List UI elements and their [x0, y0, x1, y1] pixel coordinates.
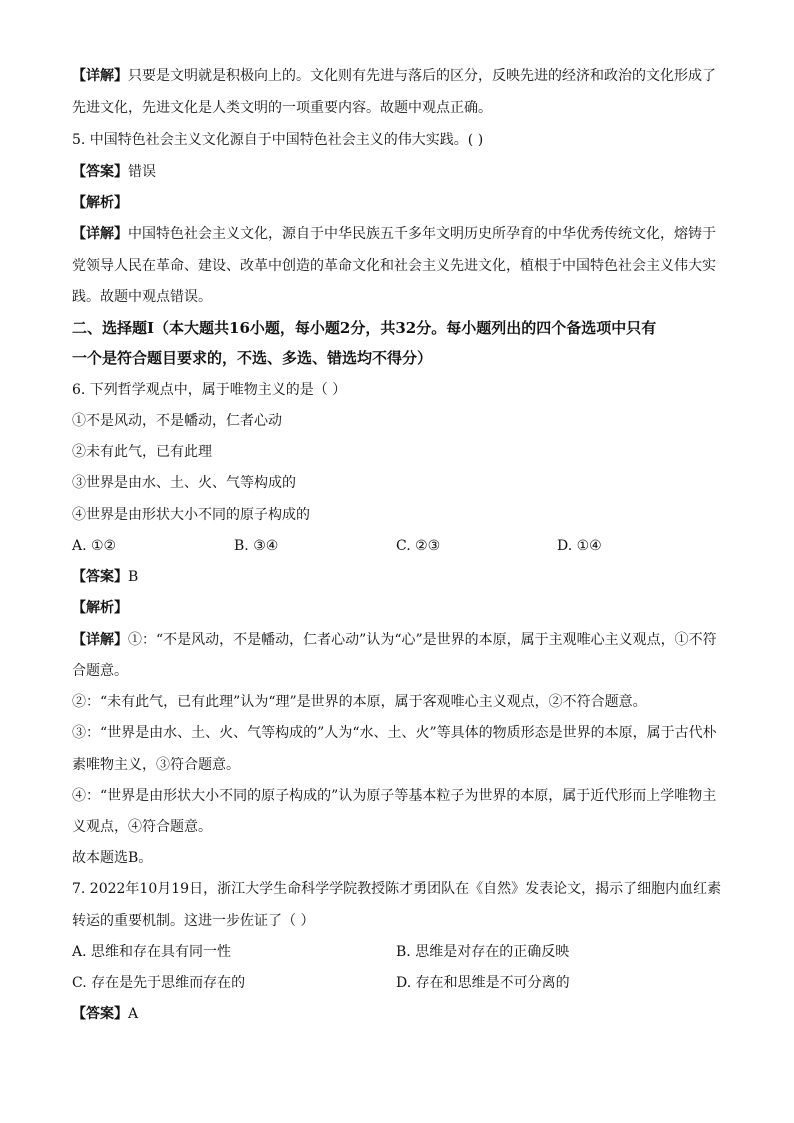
q6-item-3: ③世界是由水、土、火、气等构成的: [72, 475, 296, 491]
q6-option-c: C. ②③: [396, 538, 441, 554]
explain-tag: 【详解】: [72, 68, 128, 84]
q6-conclusion: 故本题选B。: [72, 850, 153, 866]
q6-item-1: ①不是风动，不是幡动，仁者心动: [72, 413, 282, 429]
q5-stem: 5. 中国特色社会主义文化源自于中国特色社会主义的伟大实践。( ): [72, 132, 484, 148]
q6-explain-line-1: 【详解】①：“不是风动，不是幡动，仁者心动”认为“心”是世界的本原，属于主观唯心主义观点，①不符: [72, 632, 717, 648]
answer-tag: 【答案】: [72, 569, 128, 585]
q5-answer: 【答案】错误: [72, 164, 156, 180]
q4-explain-line-2: 先进文化，先进文化是人类文明的一项重要内容。故题中观点正确。: [72, 100, 492, 116]
q7-answer: 【答案】A: [72, 1006, 139, 1022]
q5-explain-line-3: 践。故题中观点错误。: [72, 289, 212, 305]
q6-stem: 6. 下列哲学观点中，属于唯物主义的是（ ）: [72, 382, 347, 398]
explain-tag: 【详解】: [72, 632, 128, 648]
q6-analysis-tag: 【解析】: [72, 600, 128, 616]
q6-item-4: ④世界是由形状大小不同的原子构成的: [72, 507, 310, 523]
q5-analysis-tag: 【解析】: [72, 195, 128, 211]
q6-option-d: D. ①④: [557, 538, 602, 554]
q6-explain-line-5: 素唯物主义，③符合题意。: [72, 757, 240, 773]
section-heading-line-1: 二、选择题Ⅰ（本大题共16小题，每小题2分，共32分。每小题列出的四个备选项中只有: [72, 319, 657, 337]
q6-item-2: ②未有此气，已有此理: [72, 444, 212, 460]
q6-option-b: B. ③④: [234, 538, 279, 554]
q7-stem-line-2: 转运的重要机制。这进一步佐证了（ ）: [72, 913, 315, 929]
q5-explain-line-1: 【详解】中国特色社会主义文化，源自于中华民族五千多年文明历史所孕育的中华优秀传统文化，熔铸于: [72, 226, 716, 242]
q7-option-d: D. 存在和思维是不可分离的: [396, 975, 570, 991]
q7-option-a: A. 思维和存在具有同一性: [72, 944, 232, 960]
section-heading-line-2: 一个是符合题目要求的，不选、多选、错选均不得分）: [72, 349, 433, 367]
answer-tag: 【答案】: [72, 164, 128, 180]
q7-option-c: C. 存在是先于思维而存在的: [72, 975, 246, 991]
q5-explain-line-2: 党领导人民在革命、建设、改革中创造的革命文化和社会主义先进文化，植根于中国特色社会主义伟大实: [72, 258, 716, 274]
q7-option-b: B. 思维是对存在的正确反映: [396, 944, 570, 960]
q6-explain-line-6: ④：“世界是由形状大小不同的原子构成的”认为原子等基本粒子为世界的本原，属于近代形而上学唯物主: [72, 788, 717, 804]
q6-answer: 【答案】B: [72, 569, 139, 585]
answer-tag: 【答案】: [72, 1006, 128, 1022]
q6-explain-line-4: ③：“世界是由水、土、火、气等构成的”人为“水、土、火”等具体的物质形态是世界的本原，属于古代朴: [72, 725, 717, 741]
q4-explain-line-1: 【详解】只要是文明就是积极向上的。文化则有先进与落后的区分，反映先进的经济和政治的文化形成了: [72, 68, 716, 84]
q6-option-a: A. ①②: [72, 538, 117, 554]
q6-explain-line-2: 合题意。: [72, 663, 128, 679]
q7-stem-line-1: 7. 2022年10月19日，浙江大学生命科学学院教授陈才勇团队在《自然》发表论文，揭示了细胞内血红素: [72, 881, 722, 897]
q6-explain-line-7: 义观点，④符合题意。: [72, 819, 212, 835]
explain-tag: 【详解】: [72, 226, 128, 242]
q6-explain-line-3: ②：“未有此气，已有此理”认为“理”是世界的本原，属于客观唯心主义观点，②不符合题意。: [72, 694, 647, 710]
